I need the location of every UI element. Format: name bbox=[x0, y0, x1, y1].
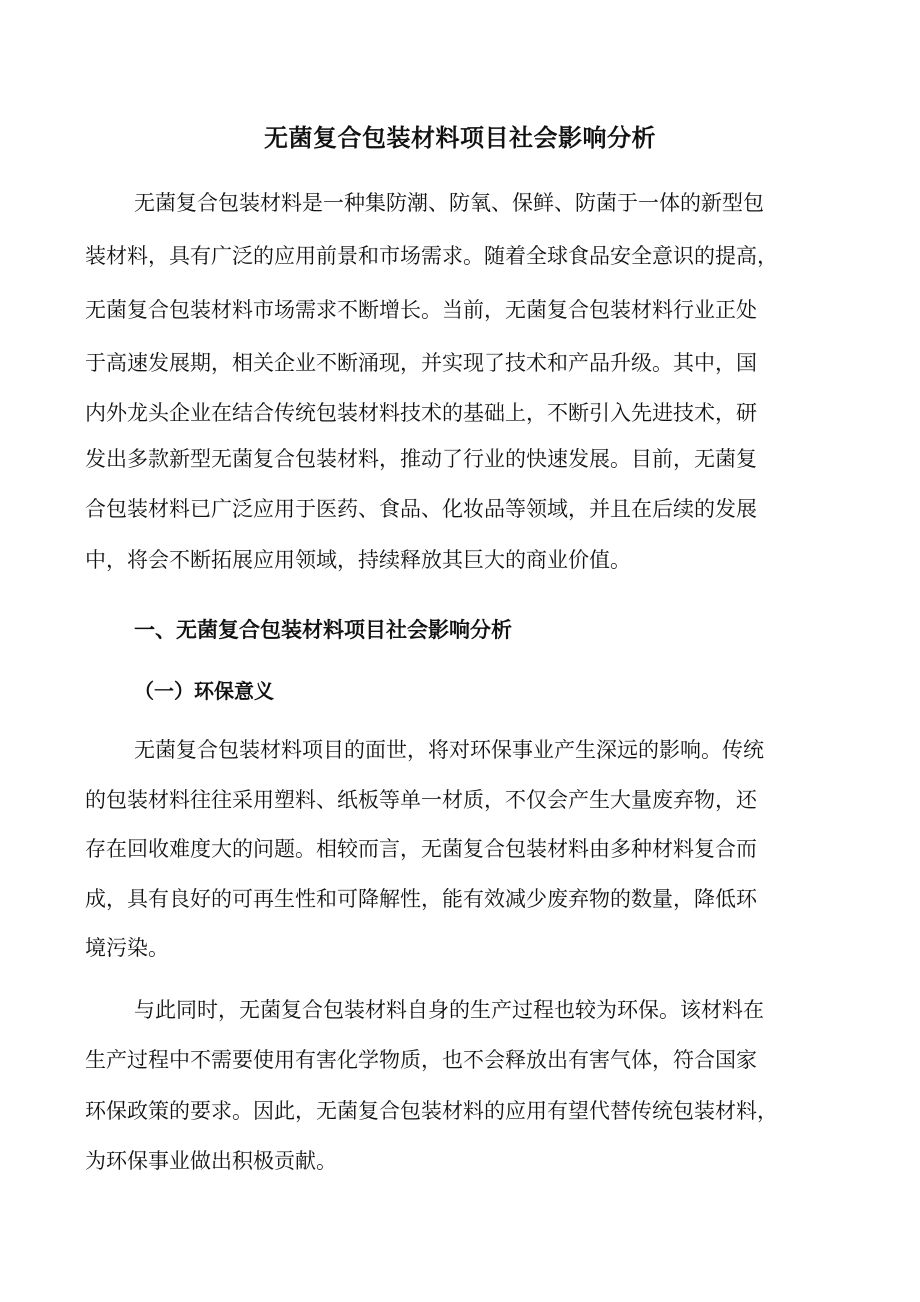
paragraph-line: 无菌复合包装材料是一种集防潮、防氧、保鲜、防菌于一体的新型包 bbox=[134, 191, 764, 215]
paragraph-line: 装材料，具有广泛的应用前景和市场需求。随着全球食品安全意识的提高， bbox=[85, 244, 778, 268]
paragraph-line: 境污染。 bbox=[85, 936, 169, 960]
page-title: 无菌复合包装材料项目社会影响分析 bbox=[264, 124, 656, 152]
section-heading: 一、无菌复合包装材料项目社会影响分析 bbox=[134, 618, 512, 642]
paragraph-line: 的包装材料往往采用塑料、纸板等单一材质，不仅会产生大量废弃物，还 bbox=[85, 788, 757, 812]
paragraph-line: 中，将会不断拓展应用领域，持续释放其巨大的商业价值。 bbox=[85, 548, 631, 572]
paragraph-line: 无菌复合包装材料项目的面世，将对环保事业产生深远的影响。传统 bbox=[134, 738, 764, 762]
paragraph-line: 生产过程中不需要使用有害化学物质，也不会释放出有害气体，符合国家 bbox=[85, 1048, 757, 1072]
paragraph-line: 于高速发展期，相关企业不断涌现，并实现了技术和产品升级。其中，国 bbox=[85, 351, 757, 375]
subsection-heading: （一）环保意义 bbox=[134, 679, 274, 703]
paragraph-line: 环保政策的要求。因此，无菌复合包装材料的应用有望代替传统包装材料， bbox=[85, 1099, 778, 1123]
paragraph-line: 与此同时，无菌复合包装材料自身的生产过程也较为环保。该材料在 bbox=[134, 998, 764, 1022]
paragraph-line: 无菌复合包装材料市场需求不断增长。当前，无菌复合包装材料行业正处 bbox=[85, 298, 757, 322]
paragraph-line: 存在回收难度大的问题。相较而言，无菌复合包装材料由多种材料复合而 bbox=[85, 837, 757, 861]
paragraph-line: 合包装材料已广泛应用于医药、食品、化妆品等领域，并且在后续的发展 bbox=[85, 497, 757, 521]
paragraph-line: 成，具有良好的可再生性和可降解性，能有效减少废弃物的数量，降低环 bbox=[85, 887, 757, 911]
paragraph-line: 为环保事业做出积极贡献。 bbox=[85, 1149, 337, 1173]
paragraph-line: 发出多款新型无菌复合包装材料，推动了行业的快速发展。目前，无菌复 bbox=[85, 447, 757, 471]
paragraph-line: 内外龙头企业在结合传统包装材料技术的基础上，不断引入先进技术，研 bbox=[85, 401, 757, 425]
